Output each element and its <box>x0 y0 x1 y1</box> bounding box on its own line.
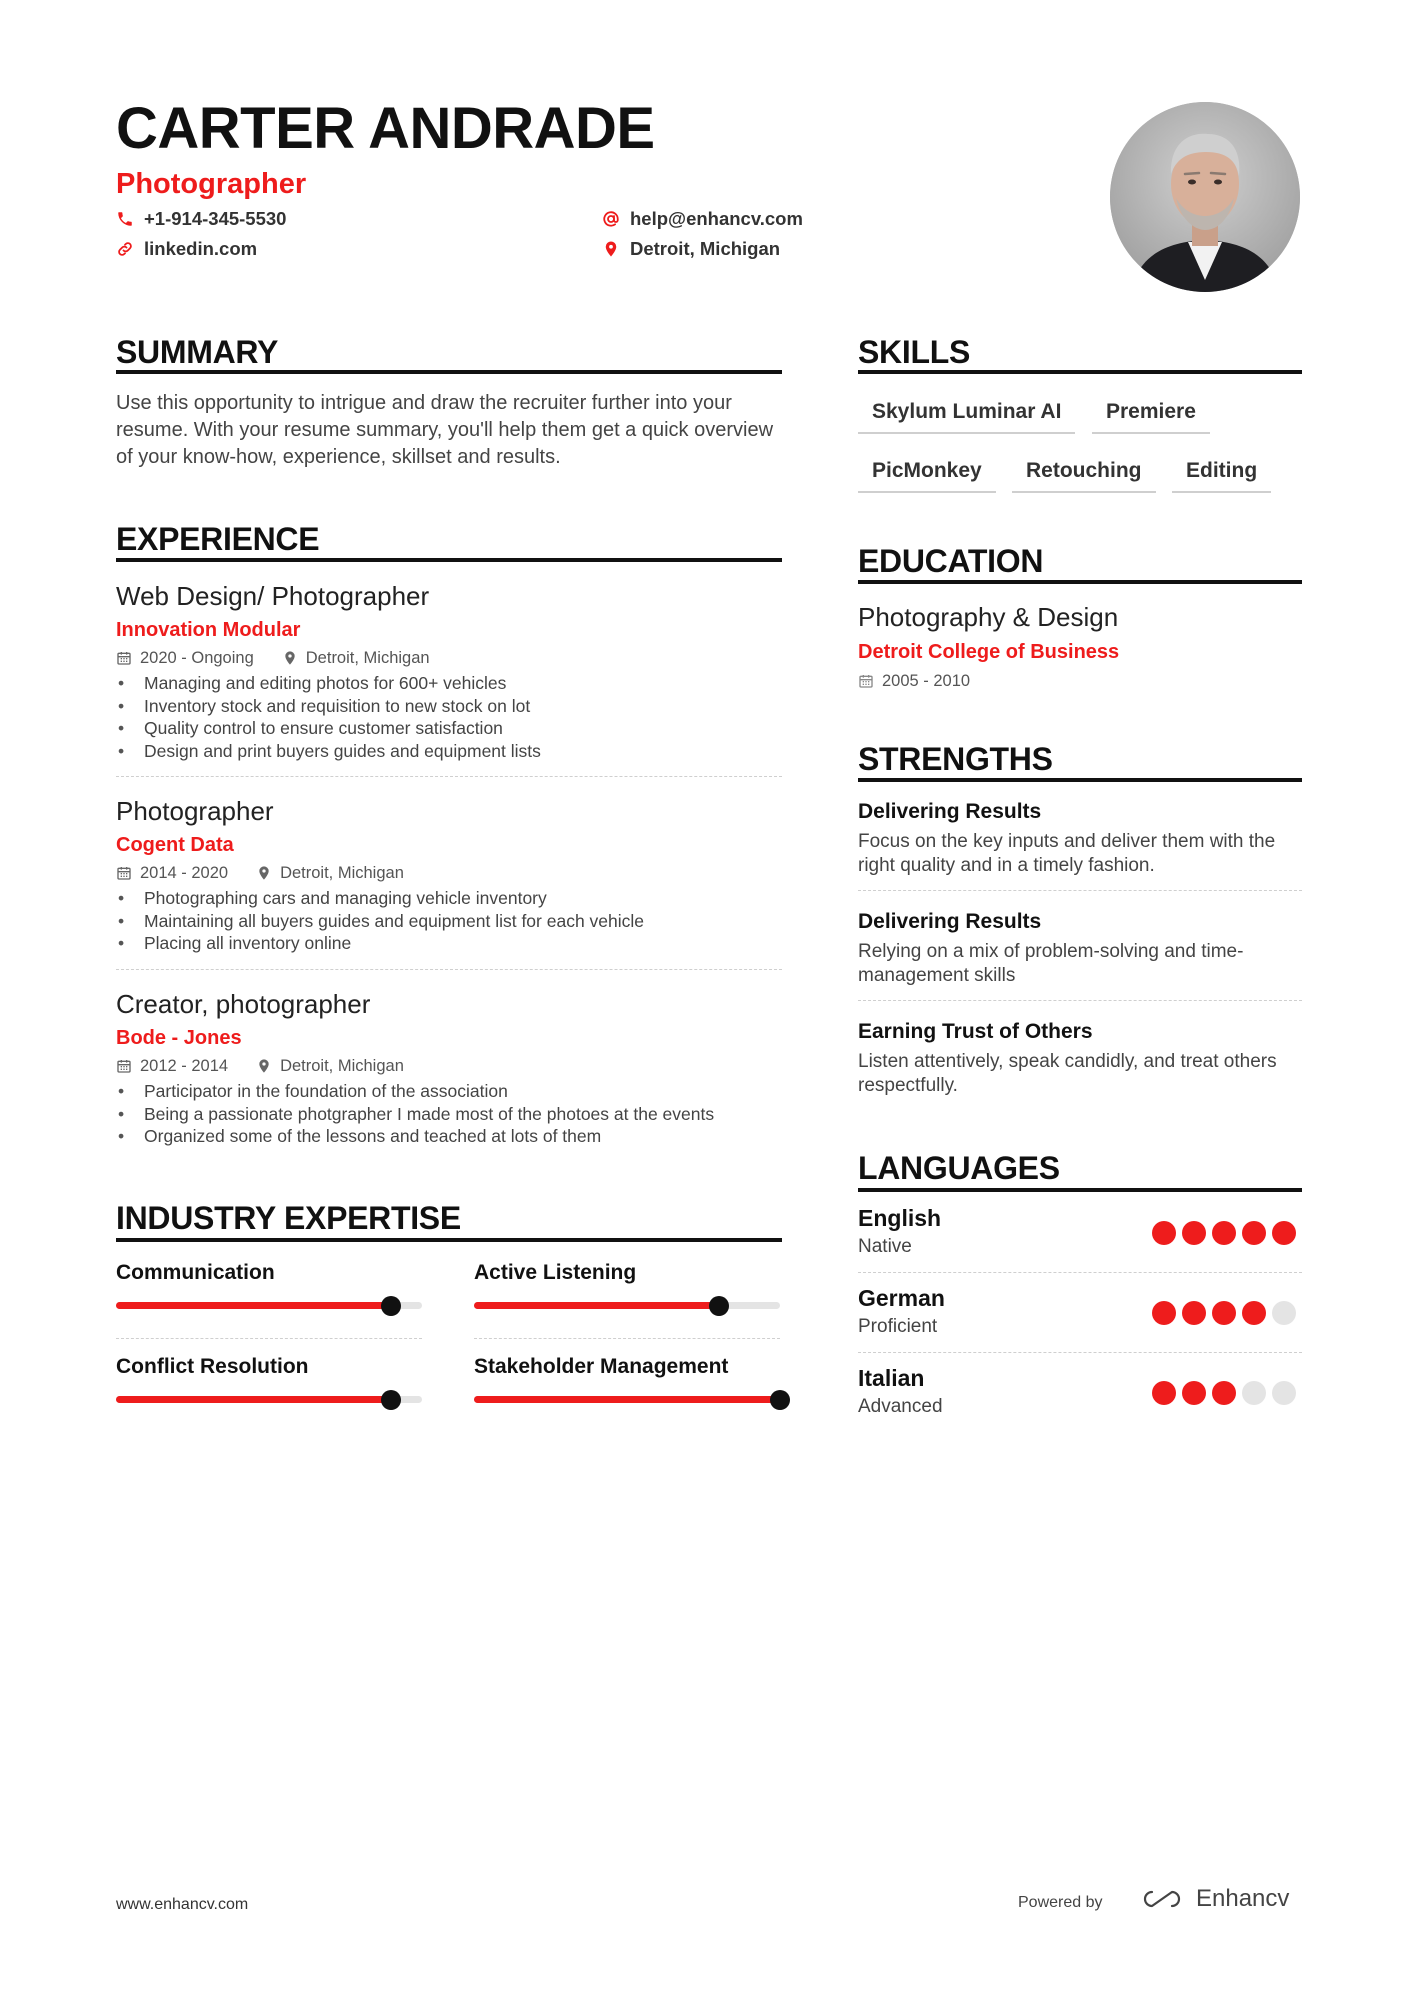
skills-rule <box>858 370 1302 374</box>
divider <box>858 1272 1302 1273</box>
divider <box>116 1338 422 1339</box>
rating-dot <box>1152 1221 1176 1245</box>
education-rule <box>858 580 1302 584</box>
candidate-role: Photographer <box>116 168 307 200</box>
portrait-image <box>1110 102 1300 292</box>
rating-dot <box>1272 1301 1296 1325</box>
rating-dot <box>1212 1221 1236 1245</box>
rating-dot <box>1272 1381 1296 1405</box>
rating-dot <box>1182 1301 1206 1325</box>
strength-title: Earning Trust of Others <box>858 1020 1093 1043</box>
expertise-bar <box>116 1302 422 1309</box>
expertise-bar-fill <box>474 1302 719 1309</box>
phone-text: +1-914-345-5530 <box>144 208 287 229</box>
job-location: Detroit, Michigan <box>305 649 430 667</box>
divider <box>116 969 782 970</box>
job-dates: 2020 - Ongoing <box>140 649 254 667</box>
divider <box>116 776 782 777</box>
skill-tag: PicMonkey <box>858 460 996 493</box>
list-item: • Participator in the foundation of the association <box>116 1080 714 1103</box>
expertise-bar-knob <box>381 1390 401 1410</box>
list-item: • Being a passionate photgrapher I made most of the photoes at the events <box>116 1103 714 1126</box>
expertise-bar <box>474 1302 780 1309</box>
rating-dot <box>1182 1221 1206 1245</box>
languages-heading: LANGUAGES <box>858 1150 1060 1186</box>
rating-dot <box>1242 1221 1266 1245</box>
strength-title: Delivering Results <box>858 910 1042 933</box>
contact-phone[interactable] <box>116 210 286 229</box>
list-item: • Maintaining all buyers guides and equipment list for each vehicle <box>116 910 644 933</box>
summary-text: Use this opportunity to intrigue and draw the recruiter further into your resume. With your resume summary, you'll help them get a quick overview of your know-how, experience, skillset and results. <box>116 392 774 468</box>
divider <box>858 1352 1302 1353</box>
profile-photo <box>1110 102 1300 292</box>
language-level: Native <box>858 1236 912 1257</box>
job-dates: 2012 - 2014 <box>140 1057 229 1075</box>
location-text: Detroit, Michigan <box>630 238 781 259</box>
education-heading: EDUCATION <box>858 543 1044 579</box>
location-pin-icon <box>602 240 620 258</box>
job-meta <box>116 1058 404 1075</box>
job-company: Bode - Jones <box>116 1027 242 1049</box>
job-title: Web Design/ Photographer <box>116 581 430 611</box>
rating-dot <box>1242 1301 1266 1325</box>
contact-location <box>602 240 780 259</box>
experience-rule <box>116 558 782 562</box>
location-pin-icon <box>282 650 298 666</box>
enhancv-logo-icon <box>1138 1886 1186 1912</box>
language-rating <box>1152 1381 1296 1405</box>
job-meta <box>116 865 404 882</box>
rating-dot <box>1152 1301 1176 1325</box>
job-dates: 2014 - 2020 <box>140 864 229 882</box>
job-meta <box>116 650 430 667</box>
divider <box>858 1000 1302 1001</box>
expertise-label: Conflict Resolution <box>116 1355 309 1378</box>
job-title: Creator, photographer <box>116 989 371 1019</box>
rating-dot <box>1182 1381 1206 1405</box>
job-company: Innovation Modular <box>116 619 301 641</box>
brand-name: Enhancv <box>1196 1885 1290 1912</box>
rating-dot <box>1212 1301 1236 1325</box>
expertise-bar-knob <box>770 1390 790 1410</box>
education-dates: 2005 - 2010 <box>882 672 971 690</box>
calendar-icon <box>116 650 132 666</box>
location-pin-icon <box>256 865 272 881</box>
language-rating <box>1152 1301 1296 1325</box>
job-bullets <box>116 672 541 762</box>
language-name: English <box>858 1205 942 1231</box>
skills-heading: SKILLS <box>858 334 970 370</box>
education-school: Detroit College of Business <box>858 641 1120 663</box>
footer-website[interactable]: www.enhancv.com <box>116 1896 249 1913</box>
strength-desc: Focus on the key inputs and deliver them with the right quality and in a timely fashion. <box>858 831 1276 876</box>
language-name: German <box>858 1285 945 1311</box>
email-text: help@enhancv.com <box>630 208 803 229</box>
candidate-name: CARTER ANDRADE <box>116 96 655 161</box>
rating-dot <box>1212 1381 1236 1405</box>
calendar-icon <box>858 673 874 689</box>
skill-tag: Premiere <box>1092 401 1210 434</box>
skill-tag: Skylum Luminar AI <box>858 401 1075 434</box>
language-name: Italian <box>858 1365 925 1391</box>
location-pin-icon <box>256 1058 272 1074</box>
linkedin-text: linkedin.com <box>144 238 258 259</box>
expertise-heading: INDUSTRY EXPERTISE <box>116 1200 461 1236</box>
rating-dot <box>1152 1381 1176 1405</box>
expertise-bar <box>116 1396 422 1403</box>
expertise-label: Active Listening <box>474 1261 637 1284</box>
list-item: • Photographing cars and managing vehicle inventory <box>116 887 644 910</box>
experience-heading: EXPERIENCE <box>116 521 320 557</box>
list-item: • Design and print buyers guides and equipment lists <box>116 740 541 763</box>
expertise-bar-fill <box>116 1396 391 1403</box>
divider <box>474 1338 780 1339</box>
expertise-bar-knob <box>709 1296 729 1316</box>
strength-title: Delivering Results <box>858 800 1042 823</box>
contact-email[interactable] <box>602 210 803 229</box>
language-rating <box>1152 1221 1296 1245</box>
list-item: • Quality control to ensure customer satisfaction <box>116 717 541 740</box>
expertise-bar <box>474 1396 780 1403</box>
list-item: • Managing and editing photos for 600+ vehicles <box>116 672 541 695</box>
expertise-label: Communication <box>116 1261 275 1284</box>
list-item: • Placing all inventory online <box>116 932 644 955</box>
link-icon <box>116 240 134 258</box>
skill-tag: Editing <box>1172 460 1271 493</box>
strength-desc: Listen attentively, speak candidly, and treat others respectfully. <box>858 1051 1277 1096</box>
skill-tag: Retouching <box>1012 460 1156 493</box>
at-icon <box>602 210 620 228</box>
expertise-bar-fill <box>474 1396 780 1403</box>
expertise-bar-fill <box>116 1302 391 1309</box>
education-meta <box>858 673 970 690</box>
calendar-icon <box>116 865 132 881</box>
calendar-icon <box>116 1058 132 1074</box>
expertise-label: Stakeholder Management <box>474 1355 729 1378</box>
contact-linkedin[interactable] <box>116 240 257 259</box>
job-title: Photographer <box>116 796 274 826</box>
strengths-heading: STRENGTHS <box>858 741 1053 777</box>
summary-heading: SUMMARY <box>116 334 279 370</box>
footer-brand[interactable] <box>1138 1886 1289 1912</box>
divider <box>858 890 1302 891</box>
job-bullets <box>116 1080 714 1148</box>
phone-icon <box>116 210 134 228</box>
strength-desc: Relying on a mix of problem-solving and time-management skills <box>858 941 1244 986</box>
footer-powered-by: Powered by <box>1018 1894 1103 1911</box>
list-item: • Inventory stock and requisition to new stock on lot <box>116 695 541 718</box>
expertise-rule <box>116 1238 782 1242</box>
strengths-rule <box>858 778 1302 782</box>
job-company: Cogent Data <box>116 834 234 856</box>
list-item: • Organized some of the lessons and teached at lots of them <box>116 1125 714 1148</box>
language-level: Advanced <box>858 1396 943 1417</box>
job-location: Detroit, Michigan <box>280 864 404 882</box>
education-degree: Photography & Design <box>858 602 1119 632</box>
expertise-bar-knob <box>381 1296 401 1316</box>
rating-dot <box>1242 1381 1266 1405</box>
rating-dot <box>1272 1221 1296 1245</box>
language-level: Proficient <box>858 1316 938 1337</box>
languages-rule <box>858 1188 1302 1192</box>
job-bullets <box>116 887 644 955</box>
job-location: Detroit, Michigan <box>280 1057 404 1075</box>
summary-rule <box>116 370 782 374</box>
